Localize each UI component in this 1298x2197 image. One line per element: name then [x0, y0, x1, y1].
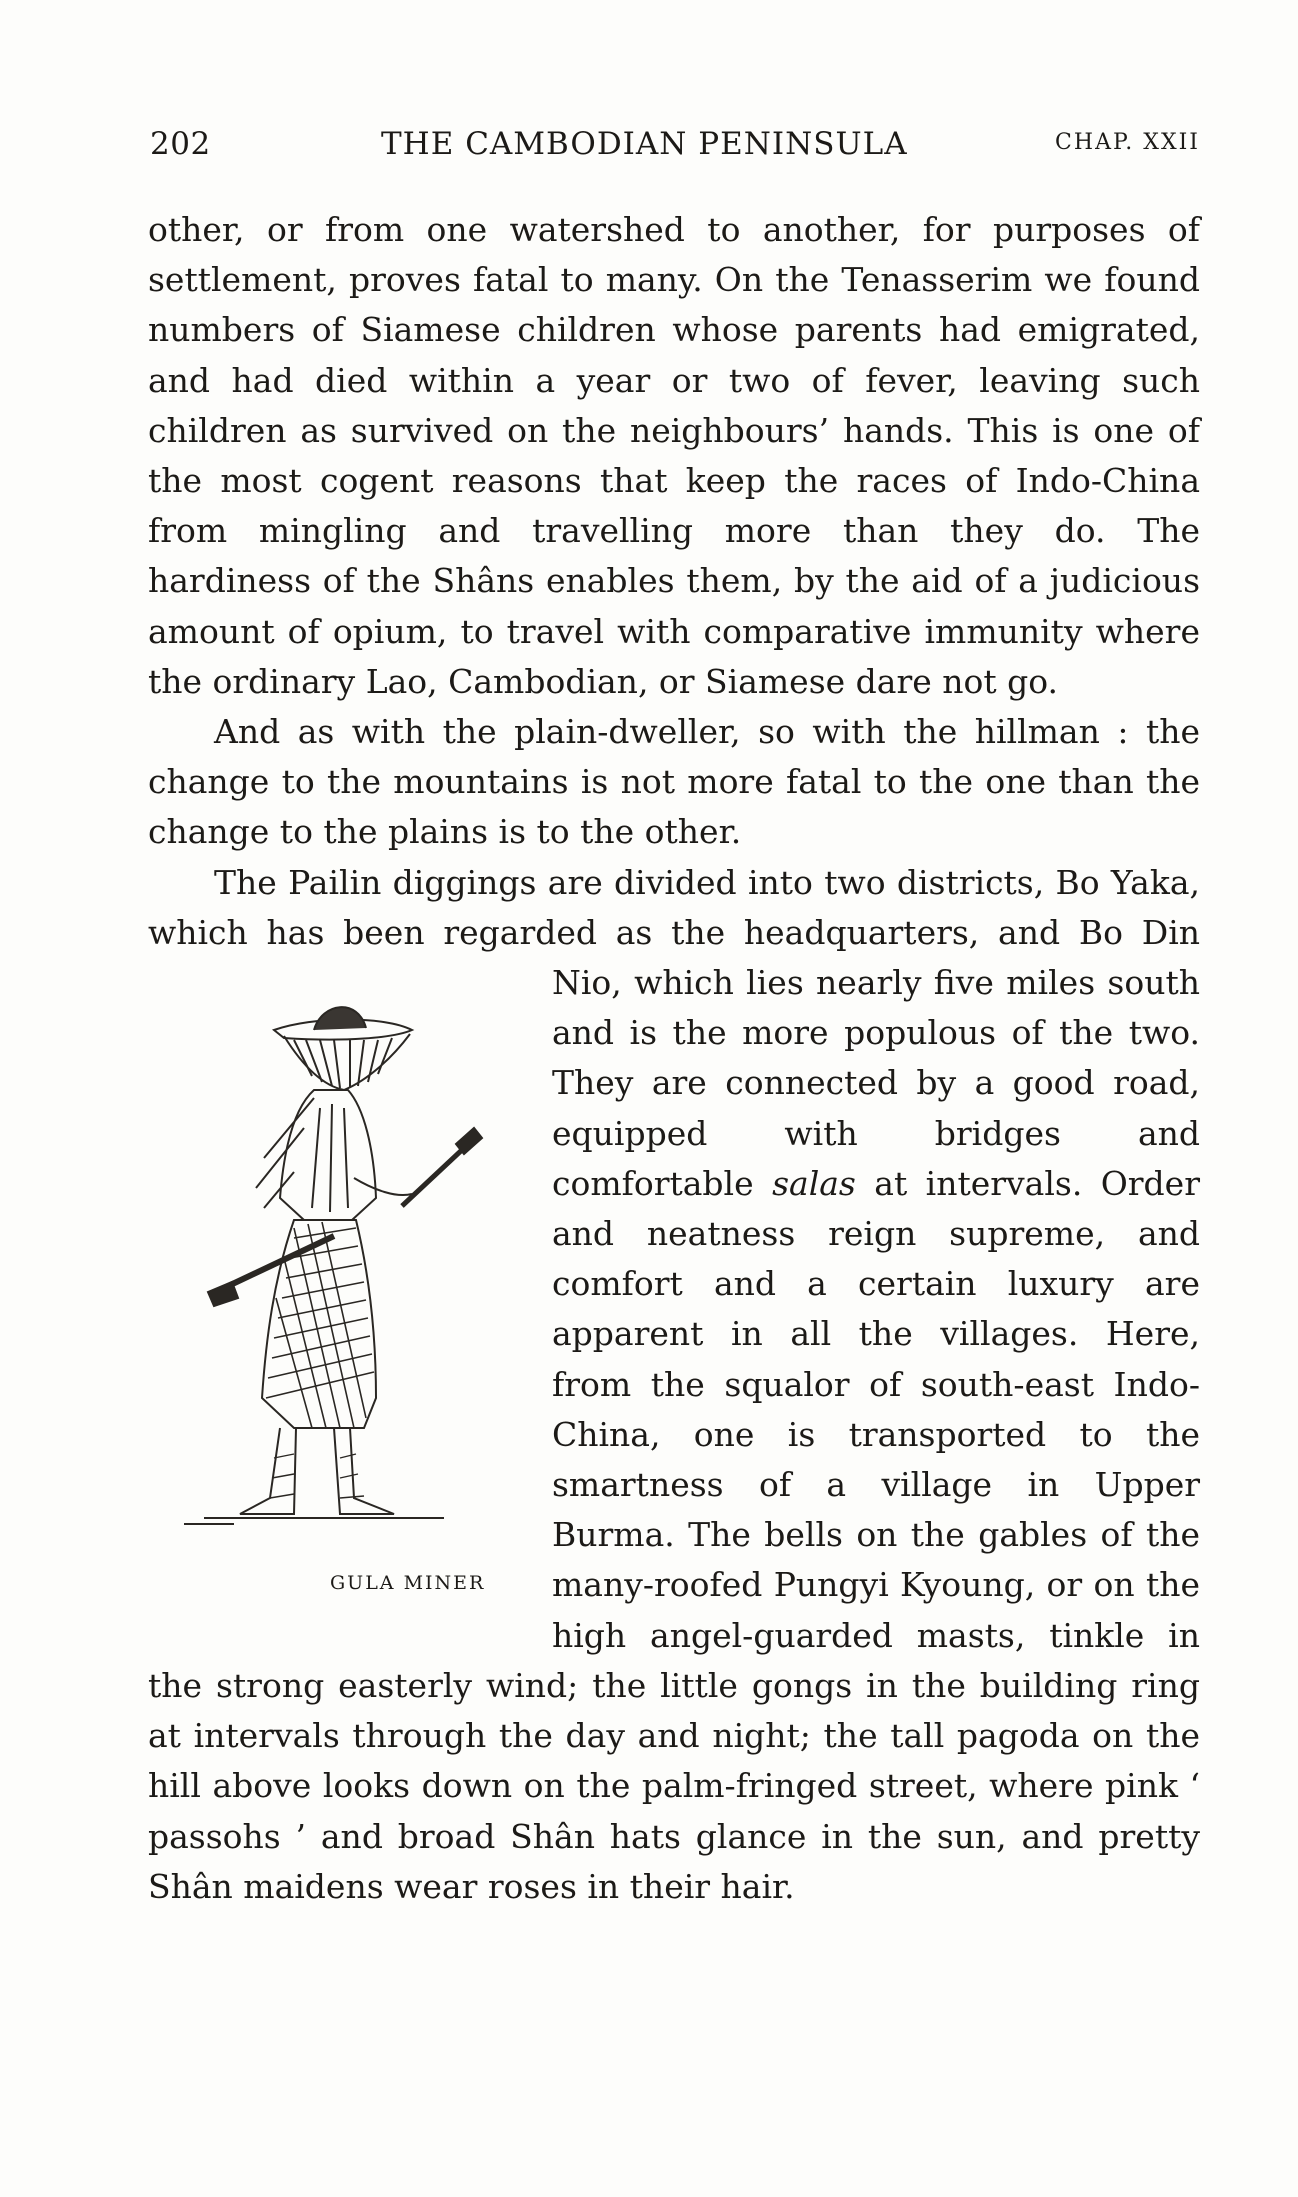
paragraph-1: other, or from one watershed to another, for purposes of settlement, proves fatal to many. On the Tenasserim we found numbers of Siamese children whose parents had emigrated, and had died within a year or two of fever, leaving such children as survived on the neighbours’ hands. This is one of the most cogent reasons that keep the races of Indo-China from mingling and travelling more than they do. The hardiness of the Shâns enables them, by the aid of a judicious amount of opium, to travel with comparative immunity where the ordinary Lao, Cambodian, or Siamese dare not go.: [148, 210, 1200, 701]
paragraph-3: [148, 858, 1200, 1912]
gula-miner-illustration-icon: [144, 958, 526, 1546]
figure-caption: GULA MINER: [330, 1572, 486, 1595]
page-number: 202: [150, 126, 211, 162]
italic-word: salas: [772, 1163, 856, 1203]
body-text: [148, 205, 1200, 1912]
paragraph-3-intro: The Pailin diggings are divided into two districts, Bo Yaka, which has been regarded as the headquarters, and: [148, 862, 1200, 952]
running-head: [150, 126, 1200, 166]
paragraph-3-after-italic: at intervals. Order and neatness reign supreme, and comfort and a certain luxury are apparent in all the villages. Here, from the squalor of south-east Indo-China, one is transported to the smartness of a village in Upper Burma. The bells on the gables of the many-roofed Pungyi Kyoung, or on the high angel-guarded masts, tinkle in the strong easterly wind; the little gongs in the building ring at intervals through the day and night; the tall pagoda on the hill above looks down on the palm-fringed street, where pink ‘ passohs ’ and broad Shân hats glance in the sun, and pretty Shân maidens wear roses in their hair.: [148, 1163, 1200, 1906]
running-title: THE CAMBODIAN PENINSULA: [381, 126, 908, 162]
paragraph-2: And as with the plain-dweller, so with the hillman : the change to the mountains is not more fatal to the one than the change to the plains is to the other.: [148, 712, 1200, 852]
paragraph-3-before-italic: Bo Din Nio, which lies nearly five miles south and is the more populous of the two. They are connected by a good road, equipped with bridges and comfortable: [552, 912, 1201, 1203]
illustration: [144, 958, 534, 1618]
chapter-label: CHAP. XXII: [1055, 130, 1200, 155]
